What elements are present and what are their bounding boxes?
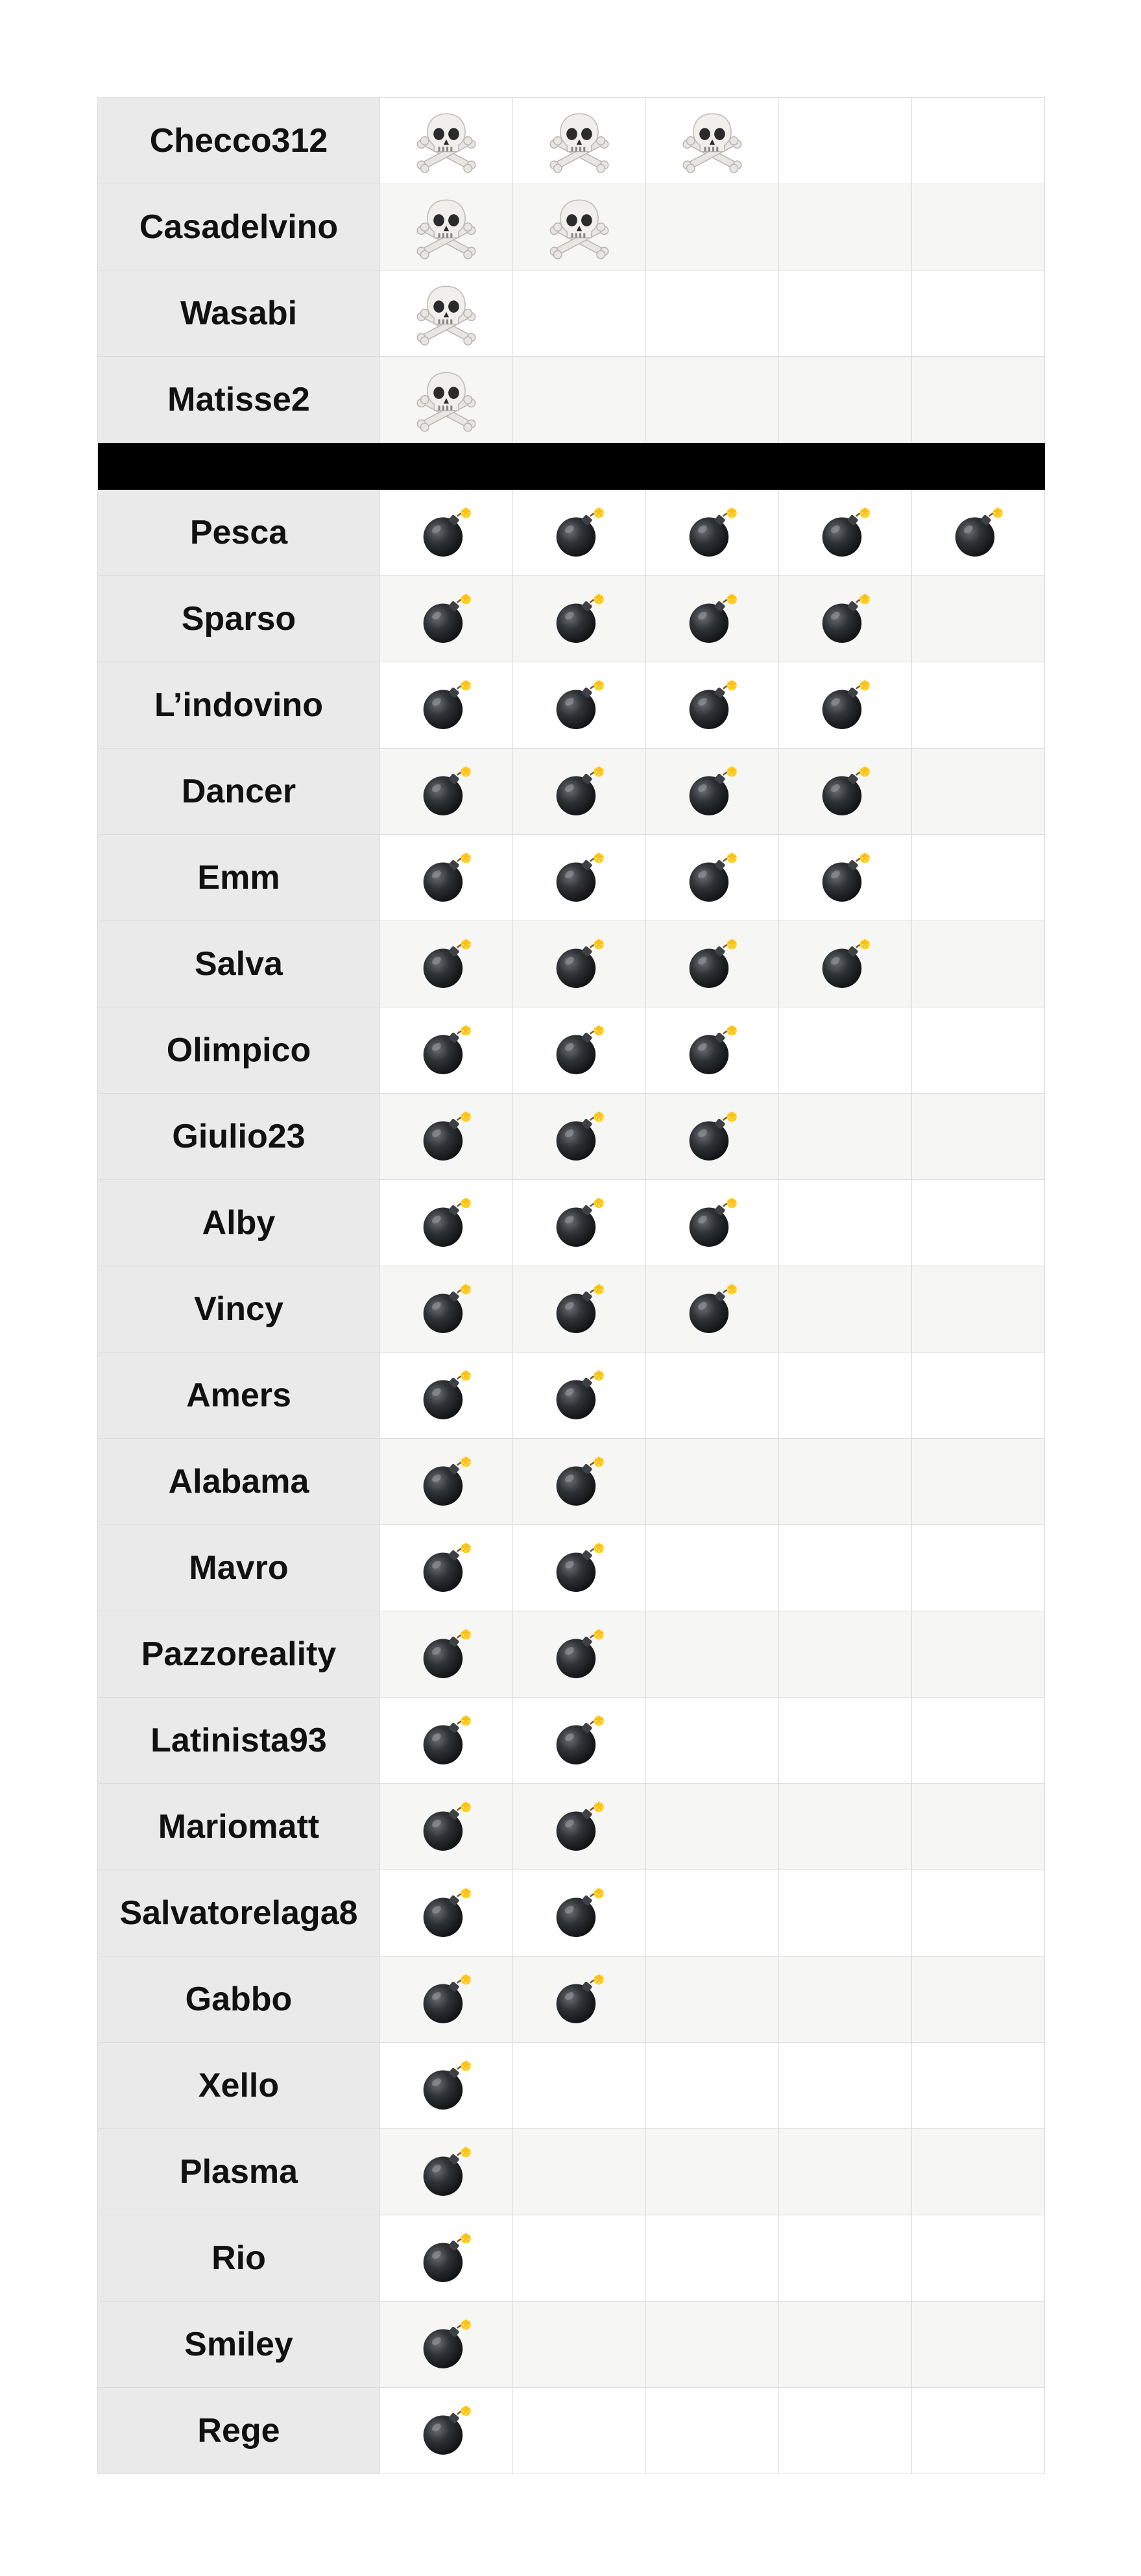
bomb-icon bbox=[419, 1282, 474, 1336]
player-name: Rio bbox=[98, 2215, 380, 2302]
score-cell bbox=[513, 662, 646, 749]
score-cell bbox=[646, 1266, 779, 1353]
score-cell bbox=[646, 357, 779, 443]
player-name: Mavro bbox=[98, 1525, 380, 1611]
bomb-icon bbox=[818, 764, 872, 819]
score-cell bbox=[513, 1353, 646, 1439]
bomb-icon bbox=[818, 937, 872, 991]
bomb-icon bbox=[419, 2317, 474, 2372]
score-cell bbox=[513, 2043, 646, 2129]
score-cell bbox=[646, 1784, 779, 1870]
score-cell bbox=[513, 1870, 646, 1956]
score-cell bbox=[779, 2215, 912, 2302]
score-cell bbox=[912, 835, 1045, 921]
score-cell bbox=[513, 2302, 646, 2388]
player-name: Alby bbox=[98, 1180, 380, 1266]
score-cell bbox=[380, 490, 513, 576]
score-cell bbox=[646, 271, 779, 357]
score-cell bbox=[513, 1439, 646, 1525]
score-cell bbox=[912, 1180, 1045, 1266]
score-cell bbox=[779, 1353, 912, 1439]
score-cell bbox=[380, 2043, 513, 2129]
score-cell bbox=[380, 749, 513, 835]
score-cell bbox=[380, 1611, 513, 1698]
score-cell bbox=[646, 490, 779, 576]
score-cell bbox=[513, 1094, 646, 1180]
score-cell bbox=[380, 1180, 513, 1266]
bomb-icon bbox=[552, 1368, 607, 1423]
bomb-icon bbox=[419, 678, 474, 732]
score-cell bbox=[779, 1180, 912, 1266]
score-cell bbox=[646, 1698, 779, 1784]
score-cell bbox=[779, 184, 912, 271]
bomb-icon bbox=[552, 937, 607, 991]
players-row bbox=[98, 2043, 1045, 2129]
player-name: Xello bbox=[98, 2043, 380, 2129]
score-cell bbox=[912, 1439, 1045, 1525]
bomb-icon bbox=[552, 678, 607, 732]
bomb-icon bbox=[552, 505, 607, 560]
skull-and-crossbones-icon bbox=[546, 107, 613, 175]
bomb-icon bbox=[552, 1800, 607, 1854]
bomb-icon bbox=[685, 1109, 739, 1164]
score-cell bbox=[646, 1007, 779, 1094]
player-name: Vincy bbox=[98, 1266, 380, 1353]
score-cell bbox=[779, 1266, 912, 1353]
players-row bbox=[98, 1525, 1045, 1611]
score-cell bbox=[513, 98, 646, 184]
bomb-icon bbox=[419, 850, 474, 905]
bomb-icon bbox=[552, 1972, 607, 2027]
players-row bbox=[98, 2388, 1045, 2474]
eliminated-row bbox=[98, 271, 1045, 357]
score-cell bbox=[779, 357, 912, 443]
skull-and-crossbones-icon bbox=[546, 193, 613, 261]
player-name: Rege bbox=[98, 2388, 380, 2474]
player-name: Pazzoreality bbox=[98, 1611, 380, 1698]
bomb-icon bbox=[951, 505, 1005, 560]
score-cell bbox=[513, 2215, 646, 2302]
skull-and-crossbones-icon bbox=[679, 107, 746, 175]
score-cell bbox=[646, 835, 779, 921]
score-cell bbox=[912, 2129, 1045, 2215]
score-cell bbox=[779, 98, 912, 184]
score-cell bbox=[513, 1525, 646, 1611]
score-cell bbox=[646, 2215, 779, 2302]
bomb-icon bbox=[685, 764, 739, 819]
score-cell bbox=[646, 2302, 779, 2388]
bomb-icon bbox=[419, 1886, 474, 1940]
score-cell bbox=[912, 1353, 1045, 1439]
players-row bbox=[98, 835, 1045, 921]
players-row bbox=[98, 1956, 1045, 2043]
bomb-icon bbox=[818, 592, 872, 646]
skull-and-crossbones-icon bbox=[413, 280, 480, 347]
score-cell bbox=[380, 2388, 513, 2474]
score-cell bbox=[779, 1007, 912, 1094]
player-name: Sparso bbox=[98, 576, 380, 662]
score-cell bbox=[380, 576, 513, 662]
score-cell bbox=[646, 2043, 779, 2129]
player-name: Amers bbox=[98, 1353, 380, 1439]
eliminated-row bbox=[98, 184, 1045, 271]
score-cell bbox=[912, 1870, 1045, 1956]
score-cell bbox=[380, 1007, 513, 1094]
score-cell bbox=[646, 2388, 779, 2474]
score-cell bbox=[912, 1956, 1045, 2043]
score-cell bbox=[646, 749, 779, 835]
score-cell bbox=[912, 921, 1045, 1007]
players-row bbox=[98, 576, 1045, 662]
score-cell bbox=[912, 749, 1045, 835]
score-cell bbox=[646, 1611, 779, 1698]
score-cell bbox=[779, 1525, 912, 1611]
players-row bbox=[98, 1698, 1045, 1784]
bomb-icon bbox=[552, 1196, 607, 1250]
players-row bbox=[98, 1870, 1045, 1956]
score-cell bbox=[380, 835, 513, 921]
bomb-icon bbox=[419, 2058, 474, 2113]
score-cell bbox=[646, 921, 779, 1007]
section-separator bbox=[98, 443, 1045, 490]
player-name: Olimpico bbox=[98, 1007, 380, 1094]
bomb-icon bbox=[685, 505, 739, 560]
score-cell bbox=[912, 662, 1045, 749]
players-row bbox=[98, 1353, 1045, 1439]
score-cell bbox=[380, 1266, 513, 1353]
score-cell bbox=[380, 2129, 513, 2215]
score-cell bbox=[646, 1439, 779, 1525]
score-cell bbox=[779, 1870, 912, 1956]
bomb-icon bbox=[419, 764, 474, 819]
score-cell bbox=[912, 1784, 1045, 1870]
bomb-icon bbox=[419, 592, 474, 646]
score-cell bbox=[380, 1094, 513, 1180]
score-cell bbox=[912, 271, 1045, 357]
players-row bbox=[98, 1439, 1045, 1525]
eliminated-row bbox=[98, 357, 1045, 443]
score-cell bbox=[513, 749, 646, 835]
score-cell bbox=[912, 576, 1045, 662]
score-cell bbox=[912, 2043, 1045, 2129]
score-cell bbox=[779, 1439, 912, 1525]
score-cell bbox=[912, 1094, 1045, 1180]
eliminated-row bbox=[98, 98, 1045, 184]
score-cell bbox=[513, 490, 646, 576]
bomb-icon bbox=[685, 937, 739, 991]
eliminated-section bbox=[98, 98, 1045, 443]
bomb-icon bbox=[552, 1627, 607, 1681]
bomb-icon bbox=[419, 1972, 474, 2027]
player-name: Latinista93 bbox=[98, 1698, 380, 1784]
player-name: Checco312 bbox=[98, 98, 380, 184]
score-cell bbox=[779, 490, 912, 576]
score-cell bbox=[646, 1353, 779, 1439]
bomb-icon bbox=[419, 1196, 474, 1250]
score-cell bbox=[513, 1266, 646, 1353]
bomb-icon bbox=[552, 850, 607, 905]
score-cell bbox=[380, 1439, 513, 1525]
score-cell bbox=[646, 1525, 779, 1611]
score-cell bbox=[912, 1266, 1045, 1353]
score-cell bbox=[779, 749, 912, 835]
score-cell bbox=[779, 576, 912, 662]
skull-and-crossbones-icon bbox=[413, 193, 480, 261]
player-name: Alabama bbox=[98, 1439, 380, 1525]
score-cell bbox=[779, 271, 912, 357]
score-cell bbox=[779, 1698, 912, 1784]
bomb-icon bbox=[419, 1541, 474, 1595]
score-cell bbox=[513, 576, 646, 662]
bomb-icon bbox=[419, 1800, 474, 1854]
bomb-icon bbox=[818, 850, 872, 905]
score-cell bbox=[513, 2129, 646, 2215]
score-cell bbox=[513, 271, 646, 357]
bomb-icon bbox=[552, 1886, 607, 1940]
bomb-icon bbox=[419, 1109, 474, 1164]
score-cell bbox=[912, 1525, 1045, 1611]
players-row bbox=[98, 490, 1045, 576]
bomb-icon bbox=[818, 678, 872, 732]
scoreboard-table bbox=[97, 97, 1045, 2474]
players-row bbox=[98, 1266, 1045, 1353]
score-cell bbox=[380, 1870, 513, 1956]
score-cell bbox=[513, 1180, 646, 1266]
score-cell bbox=[513, 184, 646, 271]
bomb-icon bbox=[419, 1368, 474, 1423]
bomb-icon bbox=[552, 1713, 607, 1768]
score-cell bbox=[779, 2129, 912, 2215]
score-cell bbox=[912, 357, 1045, 443]
player-name: Wasabi bbox=[98, 271, 380, 357]
player-name: Salvatorelaga8 bbox=[98, 1870, 380, 1956]
players-row bbox=[98, 1180, 1045, 1266]
score-cell bbox=[646, 576, 779, 662]
score-cell bbox=[380, 271, 513, 357]
bomb-icon bbox=[552, 592, 607, 646]
bomb-icon bbox=[552, 1454, 607, 1509]
score-cell bbox=[380, 357, 513, 443]
player-name: Matisse2 bbox=[98, 357, 380, 443]
player-name: L’indovino bbox=[98, 662, 380, 749]
bomb-icon bbox=[419, 937, 474, 991]
score-cell bbox=[779, 2388, 912, 2474]
bomb-icon bbox=[419, 505, 474, 560]
score-cell bbox=[513, 1956, 646, 2043]
score-cell bbox=[912, 184, 1045, 271]
score-cell bbox=[513, 835, 646, 921]
player-name: Pesca bbox=[98, 490, 380, 576]
score-cell bbox=[646, 2129, 779, 2215]
score-cell bbox=[513, 1784, 646, 1870]
score-cell bbox=[912, 1611, 1045, 1698]
score-cell bbox=[513, 1698, 646, 1784]
score-cell bbox=[779, 921, 912, 1007]
score-cell bbox=[380, 2302, 513, 2388]
bomb-icon bbox=[685, 850, 739, 905]
players-row bbox=[98, 749, 1045, 835]
bomb-icon bbox=[419, 1454, 474, 1509]
bomb-icon bbox=[552, 1023, 607, 1077]
score-cell bbox=[912, 490, 1045, 576]
bomb-icon bbox=[419, 2403, 474, 2458]
score-cell bbox=[779, 1784, 912, 1870]
player-name: Dancer bbox=[98, 749, 380, 835]
score-cell bbox=[380, 662, 513, 749]
score-cell bbox=[513, 357, 646, 443]
bomb-icon bbox=[685, 1282, 739, 1336]
player-name: Giulio23 bbox=[98, 1094, 380, 1180]
score-cell bbox=[380, 1525, 513, 1611]
bomb-icon bbox=[552, 1282, 607, 1336]
player-name: Gabbo bbox=[98, 1956, 380, 2043]
score-cell bbox=[380, 1784, 513, 1870]
score-cell bbox=[646, 98, 779, 184]
bomb-icon bbox=[818, 505, 872, 560]
players-section bbox=[98, 490, 1045, 2474]
player-name: Mariomatt bbox=[98, 1784, 380, 1870]
skull-and-crossbones-icon bbox=[413, 107, 480, 175]
score-cell bbox=[513, 2388, 646, 2474]
score-cell bbox=[779, 2302, 912, 2388]
score-cell bbox=[380, 98, 513, 184]
score-cell bbox=[513, 1611, 646, 1698]
bomb-icon bbox=[685, 678, 739, 732]
score-cell bbox=[646, 1180, 779, 1266]
player-name: Smiley bbox=[98, 2302, 380, 2388]
score-cell bbox=[779, 1956, 912, 2043]
players-row bbox=[98, 1784, 1045, 1870]
score-cell bbox=[513, 1007, 646, 1094]
score-cell bbox=[779, 1611, 912, 1698]
score-cell bbox=[912, 2215, 1045, 2302]
score-cell bbox=[380, 1353, 513, 1439]
bomb-icon bbox=[419, 2145, 474, 2199]
players-row bbox=[98, 921, 1045, 1007]
score-cell bbox=[912, 2388, 1045, 2474]
score-cell bbox=[380, 1956, 513, 2043]
bomb-icon bbox=[552, 1541, 607, 1595]
player-name: Casadelvino bbox=[98, 184, 380, 271]
bomb-icon bbox=[685, 1196, 739, 1250]
score-cell bbox=[912, 1698, 1045, 1784]
score-cell bbox=[646, 184, 779, 271]
score-cell bbox=[646, 662, 779, 749]
bomb-icon bbox=[419, 1023, 474, 1077]
player-name: Plasma bbox=[98, 2129, 380, 2215]
score-cell bbox=[646, 1956, 779, 2043]
bomb-icon bbox=[419, 1713, 474, 1768]
score-cell bbox=[779, 835, 912, 921]
skull-and-crossbones-icon bbox=[413, 366, 480, 433]
score-cell bbox=[779, 2043, 912, 2129]
bomb-icon bbox=[552, 764, 607, 819]
score-cell bbox=[779, 662, 912, 749]
bomb-icon bbox=[685, 592, 739, 646]
bomb-icon bbox=[419, 1627, 474, 1681]
bomb-icon bbox=[552, 1109, 607, 1164]
score-cell bbox=[380, 2215, 513, 2302]
score-cell bbox=[646, 1094, 779, 1180]
score-cell bbox=[380, 1698, 513, 1784]
players-row bbox=[98, 2302, 1045, 2388]
score-cell bbox=[380, 184, 513, 271]
players-row bbox=[98, 2129, 1045, 2215]
score-cell bbox=[912, 1007, 1045, 1094]
score-cell bbox=[513, 921, 646, 1007]
players-row bbox=[98, 1611, 1045, 1698]
players-row bbox=[98, 1007, 1045, 1094]
bomb-icon bbox=[419, 2231, 474, 2285]
players-row bbox=[98, 1094, 1045, 1180]
score-cell bbox=[380, 921, 513, 1007]
score-cell bbox=[646, 1870, 779, 1956]
players-row bbox=[98, 662, 1045, 749]
score-cell bbox=[912, 2302, 1045, 2388]
player-name: Salva bbox=[98, 921, 380, 1007]
players-row bbox=[98, 2215, 1045, 2302]
player-name: Emm bbox=[98, 835, 380, 921]
score-cell bbox=[912, 98, 1045, 184]
bomb-icon bbox=[685, 1023, 739, 1077]
score-cell bbox=[779, 1094, 912, 1180]
